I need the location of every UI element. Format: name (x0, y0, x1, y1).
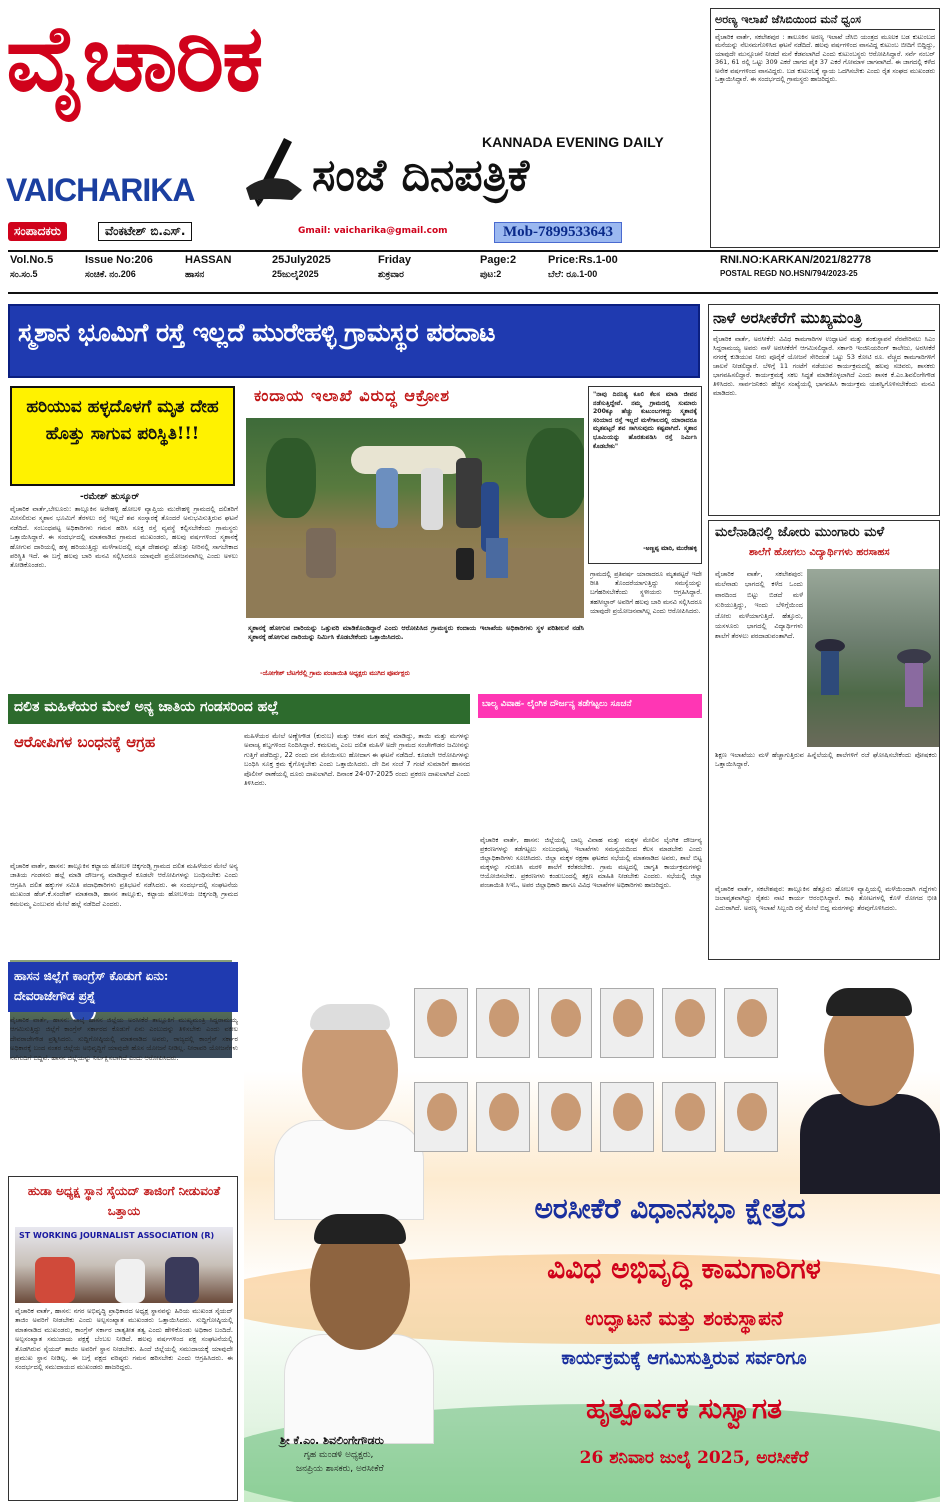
photo-headline: ಕಂದಾಯ ಇಲಾಖೆ ವಿರುದ್ಧ ಆಕ್ರೋಶ (254, 386, 451, 405)
ad-line4: ಕಾರ್ಯಕ್ರಮಕ್ಕೆ ಆಗಮಿಸುತ್ತಿರುವ ಸರ್ವರಿಗೂ (561, 1348, 807, 1369)
meta-price-kn: ಬೆಲೆ: ರೂ.1-00 (548, 269, 598, 279)
leader-photo (538, 988, 592, 1058)
congress-story (8, 962, 238, 1172)
child-story-banner (478, 694, 702, 718)
mla-name: ಶ್ರೀ ಕೆ.ಎಂ. ಶಿವಲಿಂಗೇಗೌಡರು (280, 1434, 384, 1447)
meta-issue: Issue No:206 (85, 254, 153, 266)
flood-walk-photo (246, 418, 584, 618)
main-body: ವೈಚಾರಿಕ ವಾರ್ತೆ,ಬೇಲೂರು: ತಾಲ್ಲೂಕಿನ ಅರೇಹಳ್ಳಿ ಹೋಬಳಿ ವ್ಯಾಪ್ತಿಯ ಮುರೇಹಳ್ಳಿ ಗ್ರಾಮದಲ್ಲಿ ದಲಿತರಿಗೆ ಮೀಸಲಿರುವ ಸ್ಮಶಾನ ಭೂಮಿಗೆ ತೆರಳಲು ರಸ್ತೆ ಇಲ್ಲದೆ ಶವ ಸಂಸ್ಕಾರಕ್ಕೆ ತೊಂದರೆ ಅನುಭವಿಸುತ್ತಿರುವ ಘಟನೆ ನಡೆದಿದೆ. ಸಂಬಂಧಪಟ್ಟ ಅಧಿಕಾರಿಗಳು ಗಮನ ಹರಿಸಿ ಸೂಕ್ತ ರಸ್ತೆ ವ್ಯವಸ್ಥೆ ಕಲ್ಪಿಸಬೇಕೆಂದು ಗ್ರಾಮಸ್ಥರು ಒತ್ತಾಯಿಸಿದ್ದಾರೆ. ಈ ಸಂದರ್ಭದಲ್ಲಿ ಮಾತನಾಡಿದ ಗ್ರಾಮದ ಮುಖಂಡರು, ಹಲವು ವರ್ಷಗಳಿಂದ ಸ್ಮಶಾನಕ್ಕೆ ಹೋಗುವ ದಾರಿಯಲ್ಲಿ ಹಳ್ಳ ಹರಿಯುತ್ತಿದ್ದು ಮಳೆಗಾಲದಲ್ಲಿ ಮೃತ ದೇಹವನ್ನು ಹೊತ್ತು ನೀರಿನಲ್ಲಿ ಸಾಗಬೇಕಾದ ಪರಿಸ್ಥಿತಿ ಇದೆ. ಈ ಬಗ್ಗೆ ಹಲವು ಬಾರಿ ಮನವಿ ಸಲ್ಲಿಸಿದರೂ ಯಾವುದೇ ಪ್ರಯೋಜನವಾಗಿಲ್ಲ ಎಂದು ಅಳಲು ತೋಡಿಕೊಂಡರು. (10, 505, 238, 570)
main-sub-headline: ಹರಿಯುವ ಹಳ್ಳದೊಳಗೆ ಮೃತ ದೇಹ ಹೊತ್ತು ಸಾಗುವ ಪರಿಸ್ಥಿತಿ!!! (26, 397, 219, 444)
ad-line1: ಅರಸೀಕೆರೆ ವಿಧಾನಸಭಾ ಕ್ಷೇತ್ರದ (534, 1192, 806, 1225)
mla-role: ಗೃಹ ಮಂಡಳಿ ಅಧ್ಯಕ್ಷರು, (304, 1450, 374, 1460)
meta-vol-kn: ಸಂ.ಸಂ.5 (10, 269, 38, 279)
ad-date-line: 26 ಶನಿವಾರ ಜುಲೈ 2025, ಅರಸೀಕೆರೆ (579, 1448, 809, 1468)
meta-date-kn: 25ಜುಲೈ2025 (272, 269, 319, 279)
masthead-subtitle-kannada: ಸಂಜೆ ದಿನಪತ್ರಿಕೆ (312, 150, 530, 201)
huda-story (8, 1176, 238, 1501)
editor-name: ವೆಂಕಟೇಶ್ ಬಿ.ಎಸ್. (98, 222, 192, 241)
meta-day-kn: ಶುಕ್ರವಾರ (378, 269, 404, 279)
meta-page-kn: ಪುಟ:2 (480, 269, 502, 279)
leader-photo (414, 1082, 468, 1152)
meta-place: HASSAN (185, 254, 232, 266)
forest-story (710, 8, 940, 248)
leader-photo (600, 1082, 654, 1152)
cm-story-body: ವೈಚಾರಿಕ ವಾರ್ತೆ, ಅರಸೀಕೆರೆ: ವಿವಿಧ ಕಾಮಗಾರಿಗಳ ಉದ್ಘಾಟನೆ ಮತ್ತು ಶಂಕುಸ್ಥಾಪನೆ ನೆರವೇರಿಸಲು ಸಿಎಂ ಸಿದ್ದರಾಮಯ್ಯ ಅವರು ನಾಳೆ ಅರಸೀಕೆರೆಗೆ ಆಗಮಿಸಲಿದ್ದಾರೆ. ಸರ್ಕಾರಿ ಇಂಜಿನಿಯರಿಂಗ್ ಕಾಲೇಜು, ಅರಸೀಕೆರೆ ನಗರಕ್ಕೆ ಕುಡಿಯುವ ನೀರು ಪೂರೈಕೆ ಯೋಜನೆ ಸೇರಿದಂತೆ ಒಟ್ಟು 53 ಕೋಟಿ ರೂ. ವೆಚ್ಚದ ಕಾಮಗಾರಿಗಳಿಗೆ ಚಾಲನೆ ನೀಡಲಿದ್ದಾರೆ. ಬೆಳಿಗ್ಗೆ 11 ಗಂಟೆಗೆ ನಡೆಯುವ ಕಾರ್ಯಕ್ರಮದಲ್ಲಿ ಹಲವು ಸಚಿವರು, ಶಾಸಕರು ಭಾಗವಹಿಸಲಿದ್ದಾರೆ. ಕಾರ್ಯಕ್ರಮಕ್ಕೆ ಸಕಲ ಸಿದ್ಧತೆ ಮಾಡಿಕೊಳ್ಳಲಾಗಿದೆ ಎಂದು ಶಾಸಕ ಕೆ.ಎಂ.ಶಿವಲಿಂಗೇಗೌಡ ತಿಳಿಸಿದರು. ಸಾರ್ವಜನಿಕರು ಹೆಚ್ಚಿನ ಸಂಖ್ಯೆಯಲ್ಲಿ ಭಾಗವಹಿಸಿ ಕಾರ್ಯಕ್ರಮ ಯಶಸ್ವಿಗೊಳಿಸಬೇಕೆಂದು ಮನವಿ ಮಾಡಿದರು. (713, 335, 935, 397)
congress-story-body: ವೈಚಾರಿಕ ವಾರ್ತೆ, ಹಾಸನ: ನಾಲ್ಕೆ ಹಾಸನ ಜಿಲ್ಲೆಯ ಅರಸೀಕೆರೆ ತಾಲ್ಲೂಕಿಗೆ ಮುಖ್ಯಮಂತ್ರಿ ಸಿದ್ದರಾಮಯ್ಯ ಆಗಮಿಸುತ್ತಿದ್ದು ಜಿಲ್ಲೆಗೆ ಕಾಂಗ್ರೆಸ್ ಸರ್ಕಾರದ ಕೊಡುಗೆ ಏನು ಎಂಬುದನ್ನು ತಿಳಿಸಬೇಕು ಎಂದು ವಕೀಲ ದೇವರಾಜೇಗೌಡ ಪ್ರಶ್ನಿಸಿದರು. ಸುದ್ದಿಗೋಷ್ಠಿಯಲ್ಲಿ ಮಾತನಾಡಿದ ಅವರು, ರಾಜ್ಯದಲ್ಲಿ ಕಾಂಗ್ರೆಸ್ ಸರ್ಕಾರ ಅಧಿಕಾರಕ್ಕೆ ಬಂದ ನಂತರ ಜಿಲ್ಲೆಯ ಅಭಿವೃದ್ಧಿಗೆ ಯಾವುದೇ ಹೊಸ ಯೋಜನೆ ನೀಡಿಲ್ಲ. ನೀರಾವರಿ ಯೋಜನೆಗಳು ನನೆಗುದಿಗೆ ಬಿದ್ದಿವೆ. ಹಾಸನ ಜಿಲ್ಲೆಯನ್ನು ನಿರ್ಲಕ್ಷಿಸಲಾಗಿದೆ ಎಂದು ಆರೋಪಿಸಿದರು. (10, 1016, 238, 1062)
mobile-number: Mob-7899533643 (494, 222, 622, 243)
mla-role2: ಜನಪ್ರಿಯ ಶಾಸಕರು, ಅರಸೀಕೆರೆ (296, 1464, 384, 1474)
photo-caption-attribution: -ಯೋಗೇಶ್ ಬೆಟಗೆರೆಲ್ಲಿ ಗ್ರಾಮ ಪಂಚಾಯಿತಿ ಅಧ್ಯಕ್ಷರು ಮುಗಿದ ಪೂರ್ವಕ್ಷರು (260, 670, 410, 677)
leader-photo (476, 1082, 530, 1152)
leader-photo (662, 1082, 716, 1152)
dalit-story-body-left: ವೈಚಾರಿಕ ವಾರ್ತೆ, ಹಾಸನ: ತಾಲ್ಲೂಕಿನ ಕಟ್ಟಾಯ ಹೋಬಳಿ ಚಿಕ್ಕಗಂಡ್ಸಿ ಗ್ರಾಮದ ದಲಿತ ಮಹಿಳೆಯರ ಮೇಲೆ ಅನ್ಯ ಜಾತಿಯ ಗಂಡಸರು ಹಲ್ಲೆ ಮಾಡಿ ದೌರ್ಜನ್ಯ ಮಾಡಿದ್ದಾರೆ ಕೂಡಲೇ ಆರೋಪಿಗಳನ್ನು ಬಂಧಿಸಬೇಕು ಎಂದು ಆಗ್ರಹಿಸಿ ದಲಿತ ಹಕ್ಕುಗಳ ಸಮಿತಿ ಪದಾಧಿಕಾರಿಗಳು ಪ್ರತಿಭಟನೆ ನಡೆಸಿದರು. ಈ ಸಂದರ್ಭದಲ್ಲಿ ಸಂಘಟನೆಯ ಮುಖಂಡ ಹೆಚ್.ಕೆ.ಸಂದೇಶ್ ಮಾತನಾಡಿ, ಹಾಸನ ತಾಲ್ಲೂಕು, ಕಟ್ಟಾಯ ಹೋಬಳಿಯ ಚಿಕ್ಕಗಂಡ್ಸಿ ಗ್ರಾಮದ ಕಮಲಮ್ಮ ಎಂಬುವರ ಮೇಲೆ ಹಲ್ಲೆ ನಡೆದಿದೆ ಎಂದರು. (10, 862, 238, 908)
meta-place-kn: ಹಾಸನ (185, 269, 205, 279)
meta-vol: Vol.No.5 (10, 254, 54, 266)
quote-text: "ನಾವು ದಿನನಿತ್ಯ ಕೂಲಿ ಕೆಲಸ ಮಾಡಿ ಜೀವನ ನಡೆಸುತ್ತಿದ್ದೇವೆ. ನಮ್ಮ ಗ್ರಾಮದಲ್ಲಿ ಸುಮಾರು 200ಕ್ಕೂ ಹೆಚ್ಚು ಕುಟುಂಬಗಳಿದ್ದು ಸ್ಮಶಾನಕ್ಕೆ ಸರಿಯಾದ ರಸ್ತೆ ಇಲ್ಲದೆ ಮಳೆಗಾಲದಲ್ಲಿ ಯಾರಾದರೂ ಮೃತಪಟ್ಟರೆ ಶವ ಸಾಗಿಸುವುದು ಕಷ್ಟವಾಗಿದೆ. ಸ್ಮಶಾನ ಭೂಮಿಯನ್ನು ಹೊರತುಪಡಿಸಿ ರಸ್ತೆ ನಿರ್ಮಿಸಿ ಕೊಡಬೇಕು" (593, 391, 697, 450)
forest-story-body: ವೈಚಾರಿಕ ವಾರ್ತೆ, ಸಕಲೇಶಪುರ : ತಾಲೂಕಿನ ಅರಣ್ಯ ಇಲಾಖೆ ಜೆಸಿಬಿ ಯಂತ್ರದ ಮೂಲಕ ಬಡ ಕುಟುಂಬದ ಮನೆಯನ್ನು ನೆಲಸಮಗೊಳಿಸಿದ ಘಟನೆ ನಡೆದಿದೆ. ಹಲವು ವರ್ಷಗಳಿಂದ ವಾಸವಿದ್ದ ಕುಟುಂಬ ಬೀದಿಗೆ ಬಿದ್ದಿದ್ದು, ಯಾವುದೇ ಮುನ್ಸೂಚನೆ ನೀಡದೆ ಮನೆ ಕೆಡವಲಾಗಿದೆ ಎಂದು ಕುಟುಂಬಸ್ಥರು ಆರೋಪಿಸಿದ್ದಾರೆ. ಸರ್ವೆ ನಂಬರ್ 361, 61 ರಲ್ಲಿ ಒಟ್ಟು 309 ಎಕರೆ ಜಾಗದ ಪೈಕಿ 37 ಎಕರೆ ಗೋಮಾಳ ಜಾಗವಾಗಿದೆ. ಈ ಜಾಗದಲ್ಲಿ ಕಳೆದ ಅನೇಕ ವರ್ಷಗಳಿಂದ ವಾಸವಿದ್ದರು. ಬಡ ಕುಟುಂಬಕ್ಕೆ ನ್ಯಾಯ ಒದಗಿಸಬೇಕು ಎಂದು ರೈತ ಸಂಘದ ಮುಖಂಡರು ಒತ್ತಾಯಿಸಿದ್ದಾರೆ. ಈ ಸಂದರ್ಭದಲ್ಲಿ ಗ್ರಾಮಸ್ಥರು ಹಾಜರಿದ್ದರು. (715, 33, 935, 84)
child-story-headline: ಬಾಲ್ಯ ವಿವಾಹ- ಲೈಂಗಿಕ ದೌರ್ಜನ್ಯ ತಡೆಗಟ್ಟಲು ಸೂಚನೆ (482, 699, 632, 709)
huda-story-headline: ಹುಡಾ ಅಧ್ಯಕ್ಷ ಸ್ಥಾನ ಸೈಯದ್ ತಾಜಿಂಗೆ ನೀಡುವಂತೆ ಒತ್ತಾಯ (27, 1184, 221, 1218)
meta-page: Page:2 (480, 254, 517, 266)
ad-line2: ವಿವಿಧ ಅಭಿವೃದ್ಧಿ ಕಾಮಗಾರಿಗಳ (547, 1252, 821, 1285)
main-banner-headline: ಸ್ಮಶಾನ ಭೂಮಿಗೆ ರಸ್ತೆ ಇಲ್ಲದೆ ಮುರೇಹಳ್ಳಿ ಗ್ರಾಮಸ್ಥರ ಪರದಾಟ (18, 318, 495, 347)
meta-rule-top (8, 250, 938, 252)
dalit-story-sub-headline: ಆರೋಪಿಗಳ ಬಂಧನಕ್ಕೆ ಆಗ್ರಹ (14, 733, 156, 751)
meta-rule-bottom (8, 292, 938, 294)
rain-story-body-bottom: ವೈಚಾರಿಕ ವಾರ್ತೆ, ಸಕಲೇಶಪುರ: ತಾಲ್ಲೂಕಿನ ಹೆತ್ತೂರು ಹೋಬಳಿ ವ್ಯಾಪ್ತಿಯಲ್ಲಿ ಮಳೆಯಿಂದಾಗಿ ಗದ್ದೆಗಳು ಜಲಾವೃತವಾಗಿದ್ದು ರೈತರು ನಾಟಿ ಕಾರ್ಯ ಆರಂಭಿಸಿದ್ದಾರೆ. ಕಾಫಿ ತೋಟಗಳಲ್ಲಿ ಕೊಳೆ ರೋಗದ ಭೀತಿ ಎದುರಾಗಿದೆ. ಅರಣ್ಯ ಇಲಾಖೆ ಸಿಬ್ಬಂದಿ ರಸ್ತೆ ಮೇಲೆ ಬಿದ್ದ ಮರಗಳನ್ನು ತೆರವುಗೊಳಿಸಿದರು. (715, 885, 937, 912)
dalit-story-headline: ದಲಿತ ಮಹಿಳೆಯರ ಮೇಲೆ ಅನ್ಯ ಜಾತಿಯ ಗಂಡಸರಿಂದ ಹಲ್ಲೆ (14, 699, 279, 715)
dcm-portrait (790, 974, 940, 1194)
masthead (0, 0, 705, 250)
forest-story-headline: ಅರಣ್ಯ ಇಲಾಖೆ ಜೆಸಿಬಿಯಿಂದ ಮನೆ ಧ್ವಂಸ (715, 13, 935, 30)
editor-label: ಸಂಪಾದಕರು (8, 222, 67, 241)
cm-story-headline: ನಾಳೆ ಅರಸೀಕೆರೆಗೆ ಮುಖ್ಯಮಂತ್ರಿ (713, 309, 935, 331)
leader-photo (600, 988, 654, 1058)
rain-story-sub-headline: ಶಾಲೆಗೆ ಹೋಗಲು ವಿದ್ಯಾರ್ಥಿಗಳು ಹರಸಾಹಸ (749, 547, 890, 558)
masthead-title-kannada: ವೈಚಾರಿಕ (6, 4, 262, 112)
quote-box (588, 386, 702, 564)
meta-postal: POSTAL REGD NO.HSN/794/2023-25 (720, 269, 858, 278)
gmail-address: Gmail: vaicharika@gmail.com (298, 226, 448, 236)
leader-photo (724, 1082, 778, 1152)
dalit-story-body-right: ಮಹಿಳೆಯರ ಮೇಲೆ ಅಣ್ಣೇಗೌಡ (ಕುರುಬ) ಮತ್ತು ಆತನ ಮಗ ಹಲ್ಲೆ ಮಾಡಿದ್ದು, ತಾಯಿ ಮತ್ತು ಮಗಳನ್ನು ಅವಾಚ್ಯ ಶಬ್ದಗಳಿಂದ ನಿಂದಿಸಿದ್ದಾರೆ. ಕಮಲಮ್ಮ ಎಂಬ ದಲಿತ ಮಹಿಳೆ ಅದೇ ಗ್ರಾಮದ ಸಂಚೇಗೌಡರ ಜಮೀನನ್ನು ಗುತ್ತಿಗೆ ಪಡೆದಿದ್ದು, 22 ರಂದು ದನ ಮೇಯಿಸಲು ಹೋದಾಗ ಈ ಘಟನೆ ನಡೆದಿದೆ. ಕೂಡಲೇ ಆರೋಪಿಗಳನ್ನು ಬಂಧಿಸಿ ಸೂಕ್ತ ಕ್ರಮ ಕೈಗೊಳ್ಳಬೇಕು ಎಂದು ಒತ್ತಾಯಿಸಿದರು. ದೇ ದಿನ ಸಂಜೆ 7 ಗಂಟೆ ಸುಮಾರಿಗೆ ಹಾಸನದ ಪೊಲೀಸ್ ಠಾಣೆಯಲ್ಲಿ ದೂರು ದಾಖಲಾಗಿದೆ. ದಿನಾಂಕ 24-07-2025 ರಂದು ಪ್ರಕರಣ ದಾಖಲಾಗಿದೆ ಎಂದು ತಿಳಿಸಿದರು. (244, 732, 470, 788)
huda-press-photo (15, 1227, 233, 1303)
meta-price: Price:Rs.1-00 (548, 254, 618, 266)
leader-photo (538, 1082, 592, 1152)
leader-photo (414, 988, 468, 1058)
quote-attribution: -ಅಣ್ಣಪ್ಪ ಮಾರಿ, ಮುರೇಹಳ್ಳಿ (643, 545, 697, 552)
huda-story-body: ವೈಚಾರಿಕ ವಾರ್ತೆ, ಹಾಸನ: ನಗರ ಅಭಿವೃದ್ಧಿ ಪ್ರಾಧಿಕಾರದ ಅಧ್ಯಕ್ಷ ಸ್ಥಾನವನ್ನು ಹಿರಿಯ ಮುಖಂಡ ಸೈಯದ್ ತಾಜಿಂ ಅವರಿಗೆ ನೀಡಬೇಕು ಎಂದು ಅಲ್ಪಸಂಖ್ಯಾತ ಮುಖಂಡರು ಒತ್ತಾಯಿಸಿದರು. ಸುದ್ದಿಗೋಷ್ಠಿಯಲ್ಲಿ ಮಾತನಾಡಿದ ಮುಖಂಡರು, ಕಾಂಗ್ರೆಸ್ ಸರ್ಕಾರ ಜಾತ್ಯತೀತ ತತ್ವ ಎಂದು ಹೇಳಿಕೊಂಡು ಅಧಿಕಾರ ಬಂದಿದೆ. ಅಲ್ಪಸಂಖ್ಯಾತ ಸಮುದಾಯ ಪಕ್ಷಕ್ಕೆ ಬೆಂಬಲ ನೀಡಿದೆ. ಹಲವು ವರ್ಷಗಳಿಂದ ಪಕ್ಷ ಸಂಘಟನೆಯಲ್ಲಿ ತೊಡಗಿರುವ ಸೈಯದ್ ತಾಜಿಂ ಅವರಿಗೆ ಸ್ಥಾನ ನೀಡಬೇಕು. ಹಿಂದೆ ಜಿಲ್ಲೆಯಲ್ಲಿ ಸಮುದಾಯಕ್ಕೆ ಯಾವುದೇ ಪ್ರಮುಖ ಸ್ಥಾನ ನೀಡಿಲ್ಲ. ಈ ಬಗ್ಗೆ ಪಕ್ಷದ ವರಿಷ್ಠರು ಗಮನ ಹರಿಸಬೇಕು ಎಂದು ಆಗ್ರಹಿಸಿದರು. ಈ ಸಂದರ್ಭದಲ್ಲಿ ಸಮುದಾಯದ ಮುಖಂಡರು ಹಾಜರಿದ್ದರು. (15, 1307, 233, 1372)
main-byline: -ರಮೇಶ್ ಹುಸ್ಕೂರ್ (80, 492, 140, 502)
child-story-body: ವೈಚಾರಿಕ ವಾರ್ತೆ, ಹಾಸನ: ಜಿಲ್ಲೆಯಲ್ಲಿ ಬಾಲ್ಯ ವಿವಾಹ ಮತ್ತು ಮಕ್ಕಳ ಮೇಲಿನ ಲೈಂಗಿಕ ದೌರ್ಜನ್ಯ ಪ್ರಕರಣಗಳನ್ನು ತಡೆಗಟ್ಟಲು ಸಂಬಂಧಪಟ್ಟ ಇಲಾಖೆಗಳು ಸಮನ್ವಯದಿಂದ ಕೆಲಸ ಮಾಡಬೇಕು ಎಂದು ಜಿಲ್ಲಾಧಿಕಾರಿಗಳು ಸೂಚಿಸಿದರು. ಜಿಲ್ಲಾ ಮಕ್ಕಳ ರಕ್ಷಣಾ ಘಟಕದ ಸಭೆಯಲ್ಲಿ ಮಾತನಾಡಿದ ಅವರು, ಶಾಲೆ ಬಿಟ್ಟ ಮಕ್ಕಳನ್ನು ಗುರುತಿಸಿ ಮರಳಿ ಶಾಲೆಗೆ ಕರೆತರಬೇಕು. ಗ್ರಾಮ ಮಟ್ಟದಲ್ಲಿ ಜಾಗೃತಿ ಕಾರ್ಯಕ್ರಮಗಳನ್ನು ಆಯೋಜಿಸಬೇಕು. ಪ್ರಕರಣಗಳು ಕಂಡುಬಂದಲ್ಲಿ ತಕ್ಷಣ ಮಾಹಿತಿ ನೀಡಬೇಕು ಎಂದರು. ಸಭೆಯಲ್ಲಿ ಜಿಲ್ಲಾ ಪಂಚಾಯಿತಿ ಸಿಇಓ, ಅಪರ ಜಿಲ್ಲಾಧಿಕಾರಿ ಹಾಗೂ ವಿವಿಧ ಇಲಾಖೆಗಳ ಅಧಿಕಾರಿಗಳು ಹಾಜರಿದ್ದರು. (480, 836, 702, 889)
main-sub-headline-box (10, 386, 235, 486)
meta-day: Friday (378, 254, 412, 266)
congress-story-banner (8, 962, 238, 1012)
rain-story-headline: ಮಲೆನಾಡಿನಲ್ಲಿ ಜೋರು ಮುಂಗಾರು ಮಳೆ (715, 525, 885, 540)
main-banner (8, 304, 700, 378)
masthead-title-english: VAICHARIKA (6, 172, 195, 208)
rain-story (708, 520, 940, 960)
ad-line3: ಉದ್ಘಾಟನೆ ಮತ್ತು ಶಂಕುಸ್ಥಾಪನೆ (585, 1306, 783, 1330)
leader-photo (476, 988, 530, 1058)
rain-story-body-side: ವೈಚಾರಿಕ ವಾರ್ತೆ, ಸಕಲೇಶಪುರ: ಮಲೆನಾಡು ಭಾಗದಲ್ಲಿ ಕಳೆದ ಒಂದು ವಾರದಿಂದ ಬಿಟ್ಟು ಬಿಡದೆ ಮಳೆ ಸುರಿಯುತ್ತಿದ್ದು, ಇಂದು ಬೆಳಿಗ್ಗೆಯಿಂದ ಜೋರು ಮಳೆಯಾಗುತ್ತಿದೆ. ಹೆತ್ತೂರು, ಯಸಳೂರು ಭಾಗದಲ್ಲಿ ವಿದ್ಯಾರ್ಥಿಗಳು ಶಾಲೆಗೆ ತೆರಳಲು ಪರದಾಡುವಂತಾಗಿದೆ. (715, 570, 803, 641)
photo-caption: ಸ್ಮಶಾನಕ್ಕೆ ಹೋಗುವ ದಾರಿಯನ್ನು ಒತ್ತುವರಿ ಮಾಡಿಕೊಂಡಿದ್ದಾರೆ ಎಂದು ಆರೋಪಿಸಿದ ಗ್ರಾಮಸ್ಥರು ಕಂದಾಯ ಇಲಾಖೆಯ ಅಧಿಕಾರಿಗಳು ಸ್ಥಳ ಪರಿಶೀಲನೆ ನಡೆಸಿ ಸ್ಮಶಾನಕ್ಕೆ ಹೋಗುವ ದಾರಿಯನ್ನು ನಿರ್ಮಿಸಿ ಕೊಡಬೇಕೆಂದು ಒತ್ತಾಯಿಸಿದರು. (248, 624, 584, 642)
meta-bar (10, 254, 940, 290)
meta-rni: RNI.NO:KARKAN/2021/82778 (720, 254, 871, 266)
masthead-subtitle-english: KANNADA EVENING DAILY (482, 134, 664, 150)
ad-panel (244, 964, 940, 1502)
main-col-right: ಗ್ರಾಮದಲ್ಲಿ ಪ್ರತಿವರ್ಷ ಯಾರಾದರೂ ಮೃತಪಟ್ಟರೆ ಇದೇ ರೀತಿ ತೊಂದರೆಯಾಗುತ್ತಿದ್ದು ಸಮಸ್ಯೆಯನ್ನು ಬಗೆಹರಿಸಬೇಕೆಂದು ಸ್ಥಳೀಯರು ಆಗ್ರಹಿಸಿದ್ದಾರೆ. ತಹಸೀಲ್ದಾರ್ ಅವರಿಗೆ ಹಲವು ಬಾರಿ ಮನವಿ ಸಲ್ಲಿಸಿದರೂ ಯಾವುದೇ ಪ್ರಯೋಜನವಾಗಿಲ್ಲ ಎಂದು ಆರೋಪಿಸಿದರು. (590, 570, 702, 615)
pen-hand-icon (244, 128, 306, 208)
cm-story (708, 304, 940, 516)
rain-students-photo (807, 569, 939, 747)
meta-issue-kn: ಸಂಚಿಕೆ. ನಂ.206 (85, 269, 136, 279)
cm-portrait (274, 1000, 424, 1210)
leader-photo (724, 988, 778, 1058)
meta-date: 25July2025 (272, 254, 331, 266)
huda-photo-banner: ST WORKING JOURNALIST ASSOCIATION (R) (19, 1231, 215, 1240)
leaders-grid (414, 988, 784, 1168)
dalit-story-banner (8, 694, 470, 724)
ad-line5: ಹೃತ್ಪೂರ್ವಕ ಸುಸ್ವಾಗತ (586, 1392, 782, 1425)
leader-photo (662, 988, 716, 1058)
rain-story-body-full: ಶಿಕ್ಷಣ ಇಲಾಖೆಯು ಮಳೆ ಹೆಚ್ಚಾಗುತ್ತಿರುವ ಹಿನ್ನೆಲೆಯಲ್ಲಿ ಶಾಲೆಗಳಿಗೆ ರಜೆ ಘೋಷಿಸಬೇಕೆಂದು ಪೋಷಕರು ಒತ್ತಾಯಿಸಿದ್ದಾರೆ. (715, 751, 937, 769)
mla-portrait (284, 1214, 434, 1444)
congress-story-headline: ಹಾಸನ ಜಿಲ್ಲೆಗೆ ಕಾಂಗ್ರೆಸ್ ಕೊಡುಗೆ ಏನು: ದೇವರಾಜೇಗೌಡ ಪ್ರಶ್ನೆ (14, 969, 169, 1003)
